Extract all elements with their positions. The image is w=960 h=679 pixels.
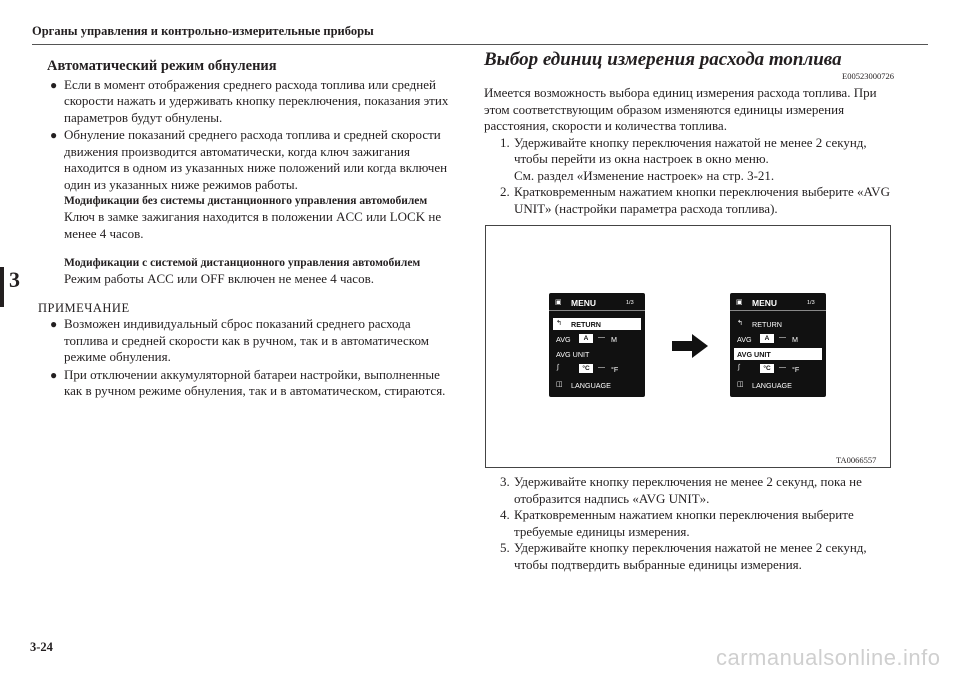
right-column	[484, 49, 894, 217]
return-arrow-icon: ↰	[556, 320, 562, 327]
step-item	[484, 135, 894, 185]
menu-row-return	[553, 318, 641, 330]
temp-separator: —	[779, 364, 786, 371]
display-screen-before	[549, 293, 645, 397]
avg-separator: —	[598, 334, 605, 341]
section-heading-auto-reset: Автоматический режим обнуления	[47, 58, 277, 74]
doc-code: E00523000726	[842, 70, 894, 81]
section-heading-units: Выбор единиц измерения расхода топлива	[484, 49, 842, 70]
right-arrow-icon	[672, 334, 708, 358]
note-bullet: ● Возможен индивидуальный сброс показаний среднего расхода топлива и средней скорости как в ручном, так и в автоматическом режиме обнуления.	[50, 316, 450, 366]
chapter-tab	[0, 267, 24, 307]
step-item	[484, 184, 894, 217]
paragraph-no-remote: Ключ в замке зажигания находится в положении ACC или LOCK не менее 4 часов.	[64, 209, 442, 241]
avg-label: AVG	[556, 335, 571, 344]
temp-option-f: °F	[611, 365, 619, 374]
menu-row-return	[730, 318, 826, 330]
avg-option-m: M	[611, 335, 617, 344]
menu-title: MENU	[571, 298, 597, 308]
step-item	[484, 507, 894, 540]
return-arrow-icon: ↰	[737, 320, 743, 327]
bullet-item: ● Если в момент отображения среднего расхода топлива или средней скорости нажать и удерживать кнопку переключения, показания этих параметров будут обнулены.	[50, 77, 450, 127]
step-item	[484, 474, 894, 507]
avg-option-m: M	[792, 335, 798, 344]
language-icon: ◫	[737, 381, 744, 388]
menu-divider	[730, 310, 826, 311]
menu-row-temp	[730, 363, 826, 375]
chapter-number: 3	[9, 267, 20, 292]
header-divider	[32, 44, 928, 45]
figure-code: TA0066557	[836, 455, 877, 465]
figure-box	[485, 225, 891, 468]
steps-continued	[484, 474, 894, 573]
toolbox-icon: ▣	[736, 299, 743, 306]
subheading-with-remote: Модификации с системой дистанционного управления автомобилем	[64, 257, 421, 269]
return-label: RETURN	[571, 320, 601, 329]
paragraph-with-remote: Режим работы ACC или OFF включен не менее 4 часов.	[64, 271, 374, 286]
subheading-no-remote: Модификации без системы дистанционного управления автомобилем	[64, 195, 428, 207]
step-number: 2.	[500, 184, 510, 199]
step-number: 5.	[500, 540, 510, 555]
step-number: 4.	[500, 507, 510, 522]
avg-option-a: A	[579, 334, 593, 343]
page-number: 3-24	[30, 640, 53, 654]
temp-separator: —	[598, 364, 605, 371]
language-label: LANGUAGE	[752, 381, 792, 390]
menu-title: MENU	[752, 298, 778, 308]
step-text: Удерживайте кнопку переключения не менее 2 секунд, пока не отобразится надпись «AVG UNIT».	[514, 474, 862, 506]
step-text: Удерживайте кнопку переключения нажатой не менее 2 секунд, чтобы подтвердить выбранные единицы измерения.	[514, 540, 867, 572]
avg-separator: —	[779, 334, 786, 341]
language-label: LANGUAGE	[571, 381, 611, 390]
temp-option-c: °C	[579, 364, 593, 373]
step-text: Кратковременным нажатием кнопки переключения выберите «AVG UNIT» (настройки параметра расхода топлива).	[514, 184, 890, 216]
step-number: 3.	[500, 474, 510, 489]
avg-unit-label: AVG UNIT	[737, 350, 771, 359]
watermark: carmanualsonline.info	[716, 645, 941, 670]
thermometer-icon: ∫	[557, 364, 559, 371]
step-text: Удерживайте кнопку переключения нажатой не менее 2 секунд, чтобы перейти из окна настроек в окно меню. См. раздел «Изменение настроек» на стр. 3-21.	[514, 134, 867, 183]
note-bullet: ● При отключении аккумуляторной батареи настройки, выполненные как в ручном режиме обнуления, так и в автоматическом, стираются.	[50, 367, 450, 400]
temp-option-f: °F	[792, 365, 800, 374]
step-text: Кратковременным нажатием кнопки переключения выберите требуемые единицы измерения.	[514, 507, 854, 539]
chapter-tab-bar	[0, 267, 4, 307]
menu-divider	[549, 310, 645, 311]
step-number: 1.	[500, 134, 510, 150]
intro-paragraph: Имеется возможность выбора единиц измерения расхода топлива. При этом соответствующим образом изменяются единицы измерения расстояния, скорости и количества топлива.	[484, 85, 877, 133]
page-header: Органы управления и контрольно-измерительные приборы	[32, 24, 374, 38]
menu-row-avg	[730, 333, 826, 345]
menu-row-language	[730, 379, 826, 391]
thermometer-icon: ∫	[738, 364, 740, 371]
note-label: ПРИМЕЧАНИЕ	[38, 300, 130, 315]
avg-label: AVG	[737, 335, 752, 344]
step-item	[484, 540, 894, 573]
return-label: RETURN	[752, 320, 782, 329]
toolbox-icon: ▣	[555, 299, 562, 306]
avg-unit-label: AVG UNIT	[556, 350, 590, 359]
menu-row-temp	[549, 363, 645, 375]
bullet-item: ● Обнуление показаний среднего расхода топлива и средней скорости движения производится автоматически, когда ключ зажигания находится в одном из указанных ниже положений или когда включен один из указанных ниже режимов работы.	[50, 127, 450, 193]
temp-option-c: °C	[760, 364, 774, 373]
menu-row-language	[549, 379, 645, 391]
left-column	[38, 58, 450, 401]
language-icon: ◫	[556, 381, 563, 388]
avg-option-a: A	[760, 334, 774, 343]
menu-page: 1/3	[626, 300, 634, 306]
menu-row-avg-unit	[734, 348, 822, 360]
menu-page: 1/3	[807, 300, 815, 306]
menu-row-avg-unit	[549, 348, 645, 360]
menu-row-avg	[549, 333, 645, 345]
display-screen-after	[730, 293, 826, 397]
